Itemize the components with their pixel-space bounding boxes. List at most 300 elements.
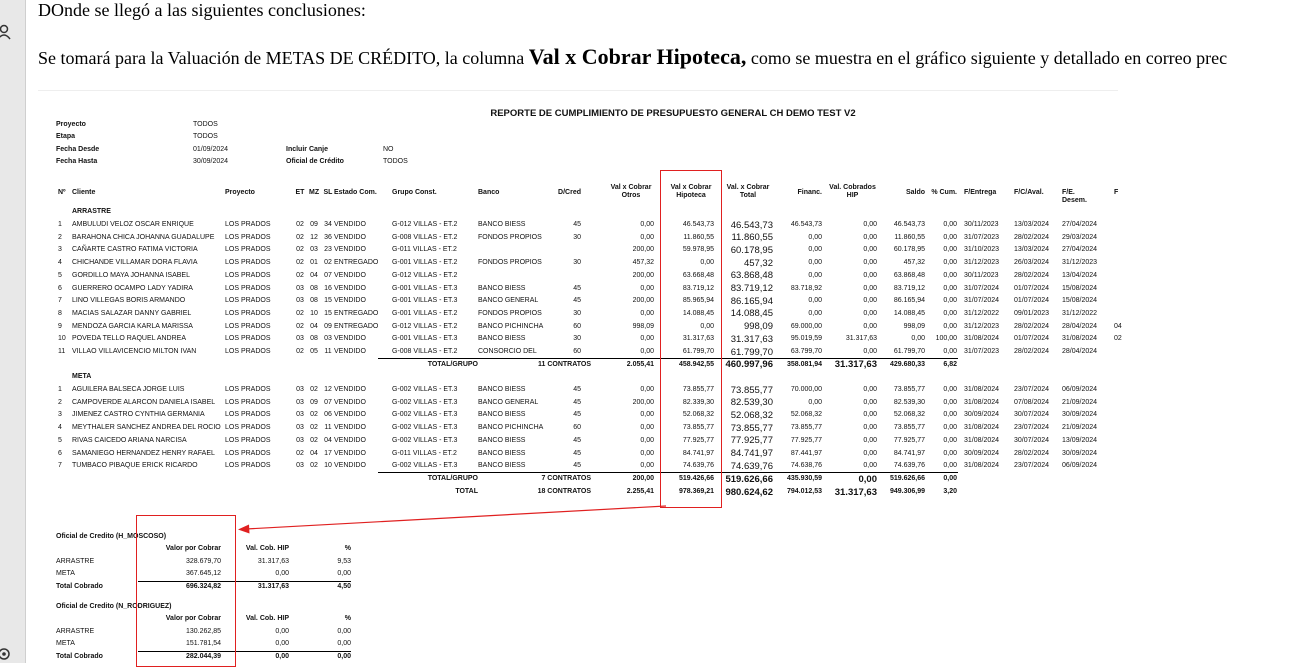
table-cell: 30 [573,309,581,317]
table-cell: 23/07/2024 [1014,462,1050,470]
table-cell: 457,32 [632,259,654,267]
column-header: MZ [309,189,320,196]
table-cell: 08 [310,284,318,292]
user-icon[interactable] [0,24,12,40]
table-cell: 23/07/2024 [1014,386,1050,393]
table-cell: 28/04/2024 [1062,348,1098,355]
table-cell: 09 [324,322,332,330]
table-cell: 0,00 [640,411,654,419]
table-cell: 0,00 [943,348,957,355]
table-cell: 0,00 [337,628,351,635]
table-cell: 0,00 [700,322,714,330]
doc-text: Se tomará para la Valuación de METAS DE CRÉDITO, la columna [38,48,529,68]
table-cell: JIMENEZ CASTRO CYNTHIA GERMANIA [72,411,205,419]
param-value: TODOS [193,133,218,140]
table-cell: 30 [573,259,581,267]
table-cell: 31/08/2024 [964,386,1000,393]
table-cell: VENDIDO [334,398,366,406]
table-cell: 31/08/2024 [964,462,1000,470]
table-cell: 36 [324,233,332,241]
table-cell: 0,00 [943,271,957,279]
column-header: F/E. Desem. [1062,189,1087,204]
table-cell: 04 [310,449,318,457]
table-cell: 02 [296,322,304,330]
param-value: TODOS [193,121,218,128]
table-cell: 429.680,33 [889,360,925,368]
table-cell: 200,00 [632,271,654,279]
table-cell: LOS PRADOS [225,221,271,228]
table-cell: 45 [573,386,581,393]
table-cell: 367.645,12 [185,570,221,577]
column-header: Estado Com. [334,189,377,196]
table-cell: AGUILERA BALSECA JORGE LUIS [72,386,185,393]
table-cell: 11 CONTRATOS [537,360,591,368]
column-header: D/Cred [558,189,581,196]
table-cell: 03 [296,398,304,406]
group-label: ARRASTRE [72,208,111,215]
table-cell: 02 [310,462,318,470]
table-cell: 01/07/2024 [1014,284,1050,292]
table-cell: 02 [296,221,304,228]
table-cell: 30/09/2024 [964,411,1000,419]
table-cell: 28/02/2024 [1014,348,1050,355]
table-cell: 77.925,77 [730,435,773,447]
table-cell: G-008 VILLAS - ET.2 [392,348,458,355]
table-cell: 61.799,70 [730,346,773,358]
table-cell: 15/08/2024 [1062,284,1098,292]
table-cell: MACIAS SALAZAR DANNY GABRIEL [72,309,192,317]
table-cell: 61.799,70 [893,348,925,355]
table-cell: 26/03/2024 [1014,259,1050,267]
param-label: Fecha Hasta [56,158,98,165]
table-cell: 998,09 [632,322,654,330]
table-cell: 31.317,63 [257,583,289,590]
table-cell: 31/07/2024 [964,297,1000,305]
table-cell: 0,00 [337,653,351,660]
table-cell: 31/08/2024 [964,436,1000,444]
table-cell: 5 [58,271,62,279]
table-cell: BANCO PICHINCHA [478,424,544,432]
table-cell: BANCO BIESS [478,436,526,444]
table-cell: 60 [573,348,581,355]
table-cell: 04 [1114,322,1122,330]
table-cell: FONDOS PROPIOS [478,233,542,241]
table-cell: 13/03/2024 [1014,246,1050,254]
table-cell: 328.679,70 [185,558,221,565]
table-cell: 52.068,32 [790,411,822,419]
table-cell: 77.925,77 [682,436,714,444]
table-cell: 77.925,77 [790,436,822,444]
table-cell: TOTAL/GRUPO [427,475,478,482]
table-cell: 02 [296,309,304,317]
table-cell: 5 [58,436,62,444]
table-cell: 46.543,73 [730,219,773,231]
table-cell: 07 [324,398,332,406]
table-cell: 0,00 [911,335,925,343]
table-cell: 0,00 [808,233,822,241]
table-cell: 0,00 [943,233,957,241]
table-cell: 03 [296,284,304,292]
param-label: Oficial de Crédito [286,158,344,165]
table-cell: 77.925,77 [893,436,925,444]
table-cell: 59.978,95 [682,246,714,254]
table-cell: 83.719,12 [682,284,714,292]
table-cell: 358.081,94 [786,360,822,368]
table-cell: 46.543,73 [790,221,822,228]
table-cell: 0,00 [943,424,957,432]
param-value: 01/09/2024 [193,146,229,153]
report-image [38,90,1122,663]
table-cell: 0,00 [640,436,654,444]
table-cell: ARRASTRE [56,628,95,635]
table-cell: 200,00 [632,398,654,406]
table-cell: Val. Cob. HIP [245,615,289,622]
table-cell: LOS PRADOS [225,386,271,393]
table-cell: 8 [58,309,62,317]
table-cell: ENTREGADO [334,322,379,330]
table-cell: 14.088,45 [682,309,714,317]
table-cell: 28/02/2024 [1014,322,1050,330]
table-cell: LOS PRADOS [225,309,271,317]
table-cell: LOS PRADOS [225,398,271,406]
table-cell: VENDIDO [334,271,366,279]
table-cell: 11 [58,348,66,355]
table-cell: 0,00 [640,335,654,343]
table-cell: 29/03/2024 [1062,233,1098,241]
table-cell: 0,00 [943,309,957,317]
table-cell: LOS PRADOS [225,424,271,432]
table-cell: 73.855,77 [893,386,925,393]
table-cell: 84.741,97 [730,448,773,459]
table-cell: 30 [573,335,581,343]
table-cell: 519.626,66 [725,473,773,485]
table-cell: 31.317,63 [730,333,773,345]
table-cell: VENDIDO [334,284,366,292]
param-value: TODOS [383,158,408,165]
table-cell: 05 [310,348,318,355]
table-cell: 08 [310,297,318,305]
table-cell: 06/09/2024 [1062,462,1098,470]
table-cell: G-012 VILLAS - ET.2 [392,221,458,228]
table-cell: 73.855,77 [682,386,714,393]
table-cell: G-008 VILLAS - ET.2 [392,233,458,241]
table-cell: 10 [324,462,332,470]
table-cell: 46.543,73 [682,221,714,228]
table-cell: 83.718,92 [790,284,822,292]
table-cell: 2 [58,398,62,406]
table-cell: 0,00 [863,309,877,317]
table-cell: 0,00 [943,259,957,267]
table-cell: 52.068,32 [893,411,925,419]
table-cell: 09/01/2023 [1014,309,1050,317]
table-cell: 13/04/2024 [1062,271,1098,279]
column-header: Val x Cobrar Hipoteca [670,184,712,199]
table-cell: 696.324,82 [185,583,221,590]
table-cell: 794.012,53 [786,488,822,495]
table-cell: 30 [573,233,581,241]
table-cell: 84.741,97 [682,449,714,457]
table-cell: 0,00 [640,462,654,470]
table-cell: 949.306,99 [889,488,925,495]
table-cell: 0,00 [943,322,957,330]
table-cell: BANCO BIESS [478,335,526,343]
table-cell: 61.799,70 [682,348,714,355]
table-cell: 151.781,54 [185,640,221,647]
table-cell: G-002 VILLAS - ET.3 [392,436,458,444]
table-cell: 0,00 [943,411,957,419]
table-cell: LOS PRADOS [225,449,271,457]
table-cell: 200,00 [632,297,654,305]
table-cell: 30/09/2024 [1062,411,1098,419]
table-cell: 100,00 [935,335,957,343]
table-cell: 11 [324,424,332,432]
table-cell: 3,20 [943,488,957,495]
table-cell: 87.441,97 [790,449,822,457]
table-cell: Val. Cob. HIP [245,545,289,552]
table-cell: CAMPOVERDE ALARCON DANIELA ISABEL [72,398,216,406]
table-cell: 15 [324,309,332,317]
officer-title: Oficial de Credito (H_MOSCOSO) [56,533,167,540]
table-cell: 0,00 [863,233,877,241]
table-cell: 83.719,12 [893,284,925,292]
table-cell: 02 [1114,335,1122,343]
table-cell: 03 [310,246,318,254]
table-cell: LOS PRADOS [225,284,271,292]
table-cell: 04 [310,271,318,279]
table-cell: 45 [573,411,581,419]
table-cell: META [56,640,75,647]
table-cell: 0,00 [275,628,289,635]
table-cell: 10 [310,309,318,317]
table-cell: 31/12/2023 [964,259,1000,267]
table-cell: BANCO BIESS [478,462,526,470]
table-cell: 13/03/2024 [1014,221,1050,228]
doc-paragraph-2 [38,44,1227,70]
table-cell: G-002 VILLAS - ET.3 [392,462,458,470]
table-cell: 0,00 [808,246,822,254]
table-cell: 282.044,39 [185,653,221,660]
table-cell: 0,00 [863,436,877,444]
table-cell: RIVAS CAICEDO ARIANA NARCISA [72,436,187,444]
table-cell: 130.262,85 [185,628,221,635]
table-cell: 63.799,70 [790,348,822,355]
table-cell: 30/11/2023 [964,271,999,279]
table-cell: CONSORCIO DEL [478,348,537,355]
table-cell: 60.178,95 [730,244,773,256]
table-cell: 0,00 [863,246,877,254]
table-cell: ENTREGADO [334,259,379,267]
table-cell: BARAHONA CHICA JOHANNA GUADALUPE [72,233,215,241]
table-cell: BANCO BIESS [478,386,526,393]
table-cell: 02 [324,259,332,267]
table-cell: SAMANIEGO HERNANDEZ HENRY RAFAEL [72,449,215,457]
settings-icon[interactable] [0,646,12,662]
table-cell: 09 [310,221,318,228]
table-cell: 27/04/2024 [1062,221,1098,228]
officer-title: Oficial de Credito (N_RODRIGUEZ) [56,603,172,610]
table-cell: 02 [310,411,318,419]
table-cell: 0,00 [863,424,877,432]
column-header: ET [295,189,305,196]
table-cell: VENDIDO [334,246,366,254]
table-cell: 15/08/2024 [1062,297,1098,305]
table-cell: 6 [58,449,62,457]
table-cell: 02 [296,246,304,254]
table-cell: 23/07/2024 [1014,424,1050,432]
table-cell: G-001 VILLAS - ET.3 [392,284,458,292]
table-cell: 458.942,55 [678,360,714,368]
table-cell: 31/12/2022 [964,309,1000,317]
table-cell: 0,00 [858,473,877,485]
table-cell: LOS PRADOS [225,348,271,355]
table-cell: 0,00 [863,284,877,292]
table-cell: LOS PRADOS [225,297,271,305]
table-cell: MENDOZA GARCIA KARLA MARISSA [72,322,193,330]
table-cell: 84.741,97 [893,449,925,457]
table-cell: 03 [296,335,304,343]
table-cell: G-002 VILLAS - ET.3 [392,411,458,419]
table-cell: 998,09 [743,321,773,333]
table-cell: 0,00 [943,246,957,254]
table-cell: 0,00 [943,398,957,406]
param-label: Fecha Desde [56,146,100,153]
table-cell: 03 [296,436,304,444]
table-cell: 31/08/2024 [964,398,1000,406]
table-cell: 08 [310,335,318,343]
table-cell: 978.369,21 [678,488,714,495]
table-cell: AMBULUDI VELOZ OSCAR ENRIQUE [72,221,194,228]
table-cell: POVEDA TELLO RAQUEL ANDREA [72,335,186,343]
table-cell: 0,00 [863,259,877,267]
column-header: Nº [58,189,66,196]
column-header: F/Entrega [964,189,997,196]
table-cell: LINO VILLEGAS BORIS ARMANDO [72,297,186,305]
table-cell: 45 [573,284,581,292]
table-cell: % [344,615,351,622]
table-cell: 06/09/2024 [1062,386,1098,393]
table-cell: 31/07/2023 [964,348,1000,355]
table-cell: 04 [310,322,318,330]
table-cell: 460.997,96 [725,359,773,370]
table-cell: 0,00 [700,259,714,267]
table-cell: G-012 VILLAS - ET.2 [392,322,458,330]
table-cell: 200,00 [632,246,654,254]
table-cell: 63.868,48 [893,271,925,279]
table-cell: 21/09/2024 [1062,398,1098,406]
table-cell: 14.088,45 [893,309,925,317]
table-cell: 30/09/2024 [964,449,1000,457]
table-cell: 0,00 [863,297,877,305]
table-cell: 30/07/2024 [1014,436,1050,444]
table-cell: 63.668,48 [682,271,714,279]
table-cell: 95.019,59 [790,335,822,343]
table-cell: CHICHANDE VILLAMAR DORA FLAVIA [72,259,198,267]
column-header: F [1114,189,1119,196]
table-cell: 52.068,32 [730,409,773,421]
table-cell: 02 [310,424,318,432]
table-cell: BANCO BIESS [478,284,526,292]
table-cell: 73.855,77 [790,424,822,432]
table-cell: 03 [296,424,304,432]
table-cell: 0,00 [808,398,822,406]
table-cell: 73.855,77 [730,422,773,434]
left-sidebar [0,0,26,663]
table-cell: 30/07/2024 [1014,411,1050,419]
table-cell: 0,00 [640,386,654,393]
table-cell: 0,00 [640,348,654,355]
table-cell: 0,00 [943,475,957,482]
table-cell: 21/09/2024 [1062,424,1098,432]
table-cell: 4 [58,424,62,432]
column-header: % Cum. [931,189,957,196]
table-cell: 0,00 [808,309,822,317]
column-header: Val x Cobrar Otros [610,184,652,199]
table-cell: 31/12/2023 [1062,259,1098,267]
table-cell: 45 [573,449,581,457]
table-cell: 998,09 [903,322,925,330]
table-cell: 31.317,63 [834,486,877,498]
table-cell: TOTAL [455,488,478,495]
table-cell: 02 [296,233,304,241]
table-cell: 2.255,41 [626,488,654,495]
table-cell: 31/10/2023 [964,246,1000,254]
table-cell: TUMBACO PIBAQUE ERICK RICARDO [72,462,198,470]
table-cell: 03 [296,386,304,393]
table-cell: 0,00 [337,570,351,577]
table-cell: 13/09/2024 [1062,436,1098,444]
table-cell: 31/07/2024 [964,284,1000,292]
table-cell: 73.855,77 [730,384,773,396]
table-cell: GUERRERO OCAMPO LADY YADIRA [72,284,193,292]
table-cell: LOS PRADOS [225,462,271,470]
column-header: Grupo Const. [392,189,437,196]
table-cell: 0,00 [863,449,877,457]
table-cell: 60 [573,322,581,330]
table-cell: BANCO BIESS [478,411,526,419]
doc-bold-text: Val x Cobrar Hipoteca, [528,44,747,69]
table-cell: 73.855,77 [893,424,925,432]
table-cell: 0,00 [275,640,289,647]
table-cell: 01/07/2024 [1014,335,1050,343]
table-cell: VENDIDO [334,411,366,419]
table-cell: 0,00 [640,233,654,241]
table-cell: LOS PRADOS [225,259,271,267]
table-cell: FONDOS PROPIOS [478,259,542,267]
table-cell: 0,00 [275,570,289,577]
table-cell: 46.543,73 [893,221,925,228]
table-cell: 31/07/2023 [964,233,1000,241]
table-cell: VENDIDO [334,221,366,228]
table-cell: BANCO GENERAL [478,297,539,305]
table-cell: GORDILLO MAYA JOHANNA ISABEL [72,271,190,279]
table-cell: 73.855,77 [682,424,714,432]
table-cell: 74.639,76 [893,462,925,470]
table-cell: 0,00 [275,653,289,660]
table-cell: 69.000,00 [790,322,822,330]
table-cell: 02 [296,271,304,279]
table-cell: LOS PRADOS [225,411,271,419]
table-cell: 02 [296,259,304,267]
table-cell: 0,00 [640,424,654,432]
table-cell: 01/07/2024 [1014,297,1050,305]
table-cell: G-001 VILLAS - ET.3 [392,297,458,305]
table-cell: 45 [573,297,581,305]
table-cell: 82.339,30 [682,398,714,406]
table-cell: 02 [310,386,318,393]
table-cell: 435.930,59 [786,475,822,482]
column-header: F/C/Aval. [1014,189,1044,196]
table-cell: 0,00 [863,386,877,393]
